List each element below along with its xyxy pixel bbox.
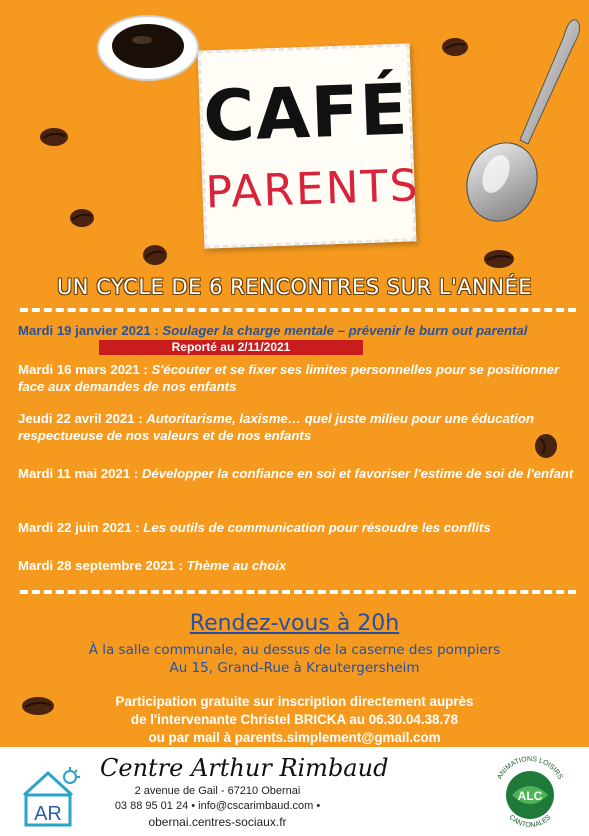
alc-logo (488, 753, 572, 833)
session-date: Mardi 28 septembre 2021 : (18, 558, 183, 573)
participation-line: de l'intervenante Christel BRICKA au 06.30.04.38.78 (130, 712, 459, 727)
participation-line: Participation gratuite sur inscription directement auprès (115, 694, 474, 709)
coffee-bean-icon (140, 243, 170, 267)
location-line: À la salle communale, au dessus de la caserne des pompiers (88, 642, 501, 658)
centre-logo-text: AR (34, 803, 62, 825)
coffee-bean-icon (38, 126, 70, 148)
centre-website: obernai.centres-sociaux.fr (148, 815, 287, 829)
session-theme: Autoritarisme, laxisme… quel juste milieu pour une éducation respectueuse de nos valeurs et de nos enfants (18, 411, 534, 443)
session-theme: Soulager la charge mentale – prévenir le burn out parental (162, 323, 528, 338)
session-date: Mardi 11 mai 2021 : (18, 466, 139, 481)
session-date: Mardi 19 janvier 2021 : (18, 323, 159, 338)
session-item (18, 361, 578, 395)
session-theme: S'écouter et se fixer ses limites personnelles pour se positionner face aux demandes de nos enfants (18, 362, 560, 394)
session-theme: Les outils de communication pour résoudre les conflits (143, 520, 491, 535)
title-parents: PARENTS (204, 160, 421, 219)
footer (0, 747, 589, 836)
cycle-subtitle: UN CYCLE DE 6 RENCONTRES SUR L'ANNÉE (56, 275, 533, 299)
coffee-bean-icon (68, 207, 96, 229)
coffee-bean-icon (440, 36, 470, 58)
session-item (18, 557, 578, 574)
location-line: Au 15, Grand-Rue à Krautergersheim (169, 660, 420, 676)
centre-address: 2 avenue de Gail - 67210 Obernai (134, 785, 301, 797)
session-item (18, 465, 578, 482)
participation-line: ou par mail à parents.simplement@gmail.com (148, 730, 441, 745)
centre-name: Centre Arthur Rimbaud (100, 754, 389, 782)
postponed-badge: Reporté au 2/11/2021 (99, 340, 363, 355)
rendezvous-title: Rendez-vous à 20h (189, 611, 400, 636)
title-cafe: CAFÉ (201, 68, 410, 158)
session-theme: Développer la confiance en soi et favoriser l'estime de soi de l'enfant (141, 466, 574, 481)
session-date: Jeudi 22 avril 2021 : (18, 411, 143, 426)
spoon-icon (456, 14, 588, 224)
dashed-divider (20, 308, 576, 312)
alc-arc-top: ANIMATIONS LOISIRS (496, 755, 564, 781)
session-date: Mardi 16 mars 2021 : (18, 362, 148, 377)
session-item (18, 410, 578, 444)
session-date: Mardi 22 juin 2021 : (18, 520, 140, 535)
dashed-divider (20, 590, 576, 594)
session-item (18, 322, 578, 339)
coffee-bean-icon (482, 248, 516, 270)
alc-arc-bottom: CANTONALES (507, 813, 553, 830)
session-item (18, 519, 578, 536)
session-theme: Thème au choix (186, 558, 287, 573)
centre-contact: 03 88 95 01 24 • info@cscarimbaud.com • (114, 800, 321, 812)
centre-logo (18, 765, 88, 829)
title-card (198, 43, 421, 248)
alc-logo-text: ALC (517, 789, 543, 803)
coffee-cup-icon (96, 8, 200, 82)
